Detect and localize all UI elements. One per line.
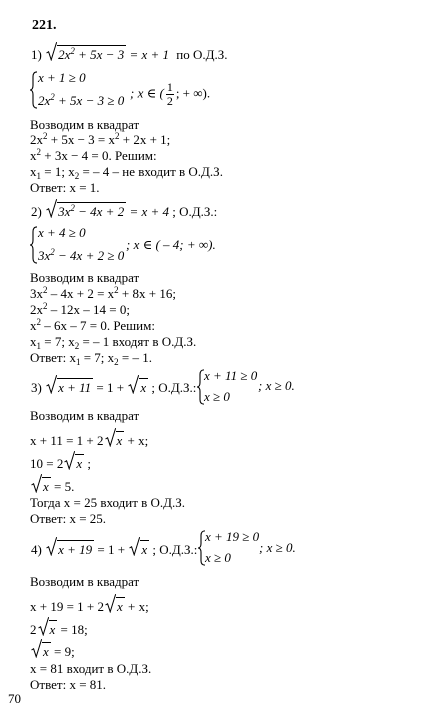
part3-equation: 3) x + 11 = 1 + x ; О.Д.З.: (31, 378, 196, 396)
part1-label: 1) (31, 47, 42, 62)
part4-step3: x = 9; (30, 642, 75, 660)
part3-then: Тогда x = 25 входит в О.Д.З. (30, 495, 186, 510)
part1-domain: ; x ∈ ( $\frac{1}{2}$ ; + ∞). (130, 80, 211, 108)
part4-square-heading: Возводим в квадрат (30, 574, 140, 589)
part1-roots: $x_1 = 1$; $x_2$ = – 4 – не входит в О.Д.З. (30, 164, 223, 181)
page-number: 70 (8, 691, 21, 706)
part4-step1: x + 19 = 1 + 2 x + x; (30, 597, 149, 615)
part1-square-heading: Возводим в квадрат (30, 117, 140, 132)
part2-system-line2: $3x^2 - 4x + 2 \ge 0$ (38, 247, 125, 263)
part4-step1-radical: x (105, 597, 125, 615)
part3-step1: x + 11 = 1 + 2 x + x; (30, 431, 148, 449)
part2-step3: $x^2 - 6x - 7 = 0$. Решим: (30, 317, 155, 333)
part3-radical-1: x + 11 (46, 378, 93, 396)
part2-square-heading: Возводим в квадрат (30, 270, 140, 285)
part3-step2: 10 = 2 x ; (30, 454, 91, 472)
part4-radical-1: x + 19 (46, 540, 94, 558)
part1-system-line2: $2x^2 + 5x - 3 \ge 0$ (38, 92, 125, 108)
part1-domain-fraction: $\frac{1}{2}$ (166, 80, 173, 108)
part1-step2: $x^2 + 3x - 4 = 0$. Решим: (30, 147, 157, 163)
part2-answer: Ответ: $x_1 = 7$; $x_2$ = – 1. (30, 350, 152, 367)
part4-radical-2: x (129, 540, 149, 558)
part2-step2: $2x^2 - 12x - 14 = 0$; (30, 301, 130, 317)
part4-step2-radical: x (38, 620, 58, 638)
part2-roots: $x_1 = 7$; $x_2$ = – 1 входят в О.Д.З. (30, 334, 197, 351)
part2-radical: $3x^2 - 4x + 2$ (46, 202, 126, 220)
part4-then: x = 81 входит в О.Д.З. (30, 661, 152, 676)
part1-system-line1: x + 1 ≥ 0 (38, 70, 86, 85)
part4-answer: Ответ: x = 81. (30, 677, 107, 692)
part4-domain: ; x ≥ 0. (259, 540, 296, 555)
part3-step3: x = 5. (30, 477, 74, 495)
part1-answer: Ответ: x = 1. (30, 180, 100, 195)
part1-step1: $2x^2 + 5x - 3 = x^2 + 2x + 1$; (30, 131, 171, 147)
part3-system-line2: x ≥ 0 (204, 389, 230, 404)
part3-answer: Ответ: x = 25. (30, 511, 107, 526)
problem-number: 221. (32, 18, 57, 33)
part1-equation: 1) $2x^2 + 5x - 3 = x + 1$ по О.Д.З. (31, 45, 228, 63)
part4-equation: 4) x + 19 = 1 + x ; О.Д.З.: (31, 540, 197, 558)
part4-system-line2: x ≥ 0 (205, 550, 231, 565)
part2-system-line1: x + 4 ≥ 0 (38, 225, 86, 240)
part2-system-brace (29, 226, 38, 264)
part3-square-heading: Возводим в квадрат (30, 408, 140, 423)
part2-equation: 2) $3x^2 - 4x + 2 = x + 4$ ; О.Д.З.: (31, 202, 217, 220)
part3-system-line1: x + 11 ≥ 0 (204, 368, 258, 383)
part4-system-line1: x + 19 ≥ 0 (205, 529, 260, 544)
part1-radical: $2x^2 + 5x - 3$ (46, 45, 126, 63)
part4-step3-radical: x (31, 642, 51, 660)
part1-system-brace (29, 71, 38, 109)
part2-domain: ; x ∈ ( – 4; + ∞). (126, 237, 216, 252)
part4-step2: 2 x = 18; (30, 620, 88, 638)
part3-step1-radical: x (105, 431, 125, 449)
part2-step1: $3x^2 - 4x + 2 = x^2 + 8x + 16$; (30, 285, 176, 301)
part3-domain: ; x ≥ 0. (258, 378, 295, 393)
part3-step2-radical: x (64, 454, 84, 472)
part3-step3-radical: x (31, 477, 51, 495)
part3-radical-2: x (128, 378, 148, 396)
